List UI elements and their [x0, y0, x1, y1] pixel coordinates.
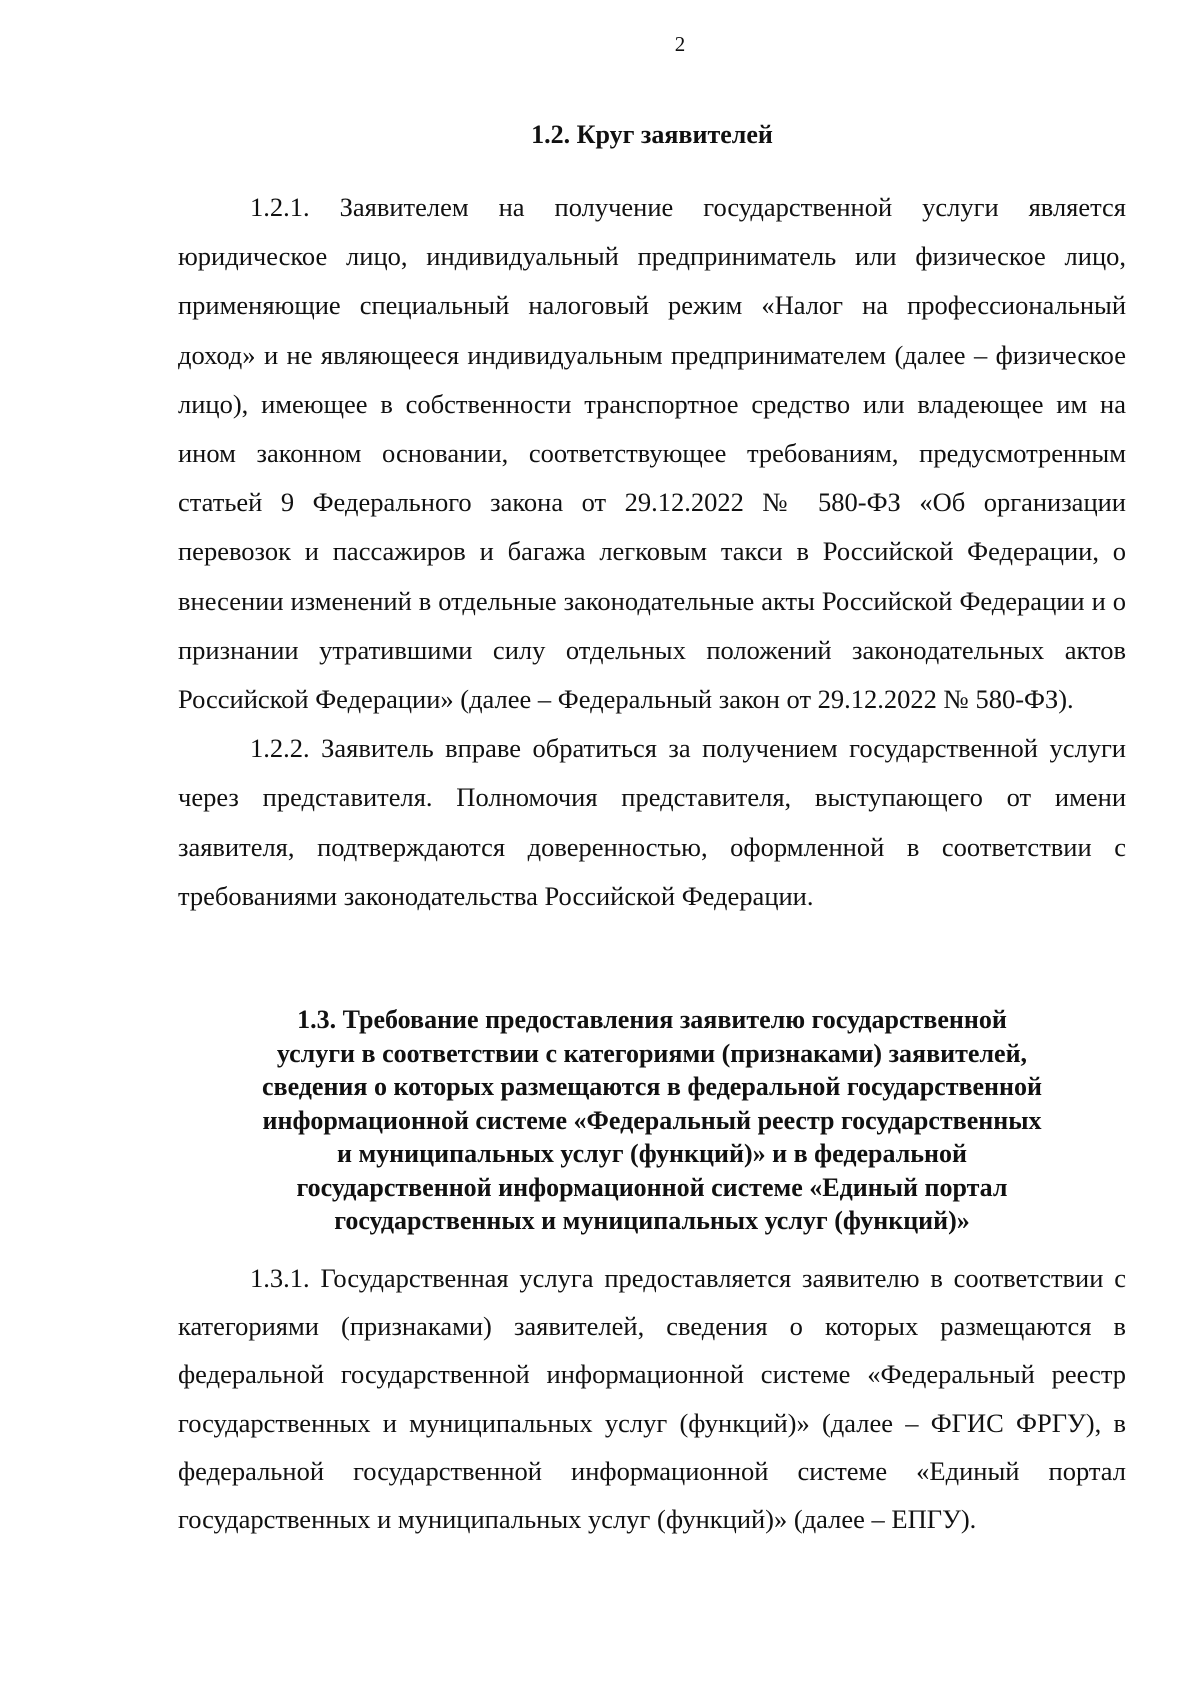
section-1-3-title-line: и муниципальных услуг (функций)» и в федеральной — [336, 1139, 968, 1168]
section-1-3-title-line: сведения о которых размещаются в федеральной государственной — [261, 1072, 1042, 1101]
section-1-3-title-line: услуги в соответствии с категориями (признаками) заявителей, — [276, 1038, 1028, 1068]
section-1-2-title: 1.2. Круг заявителей — [531, 120, 773, 149]
section-1-3-title-line: государственных и муниципальных услуг (функций)» — [334, 1206, 970, 1235]
section-1-3-title-line: 1.3. Требование предоставления заявителю государственной — [297, 1005, 1007, 1034]
paragraph-1-3-1: 1.3.1. Государственная услуга предоставляется заявителю в соответствии с категориями (признаками) заявителей, сведения о которых размещаются в федеральной государственной информационной системе «Федеральный реестр государственных и муниципальных услуг (функций)» (далее – ФГИС ФРГУ), в федеральной государственной информационной системе «Единый портал государственных и муниципальных услуг (функций)» (далее – ЕПГУ). — [178, 1263, 1126, 1535]
section-1-3-body — [178, 1254, 1126, 1543]
section-1-3-title — [178, 1003, 1126, 1238]
section-1-3-title-line: государственной информационной системе «Единый портал — [296, 1172, 1008, 1202]
section-1-2-body — [178, 183, 1126, 921]
paragraph-1-2-2: 1.2.2. Заявитель вправе обратиться за получением государственной услуги через представителя. Полномочия представителя, выступающего от имени заявителя, подтверждаются доверенностью, оформленной в соответствии с требованиями законодательства Российской Федерации. — [178, 733, 1126, 911]
page-number: 2 — [674, 32, 686, 56]
section-1-3-title-line: информационной системе «Федеральный реестр государственных — [262, 1105, 1042, 1135]
paragraph-1-2-1: 1.2.1. Заявителем на получение государственной услуги является юридическое лицо, индивидуальный предприниматель или физическое лицо, применяющие специальный налоговый режим «Налог на профессиональный доход» и не являющееся индивидуальным предпринимателем (далее – физическое лицо), имеющее в собственности транспортное средство или владеющее им на ином законном основании, соответствующее требованиям, предусмотренным статьей 9 Федерального закона от 29.12.2022 № 580-ФЗ «Об организации перевозок и пассажиров и багажа легковым такси в Российской Федерации, о внесении изменений в отдельные законодательные акты Российской Федерации и о признании утратившими силу отдельных положений законодательных актов Российской Федерации» (далее – Федеральный закон от 29.12.2022 № 580-ФЗ). — [178, 192, 1126, 715]
